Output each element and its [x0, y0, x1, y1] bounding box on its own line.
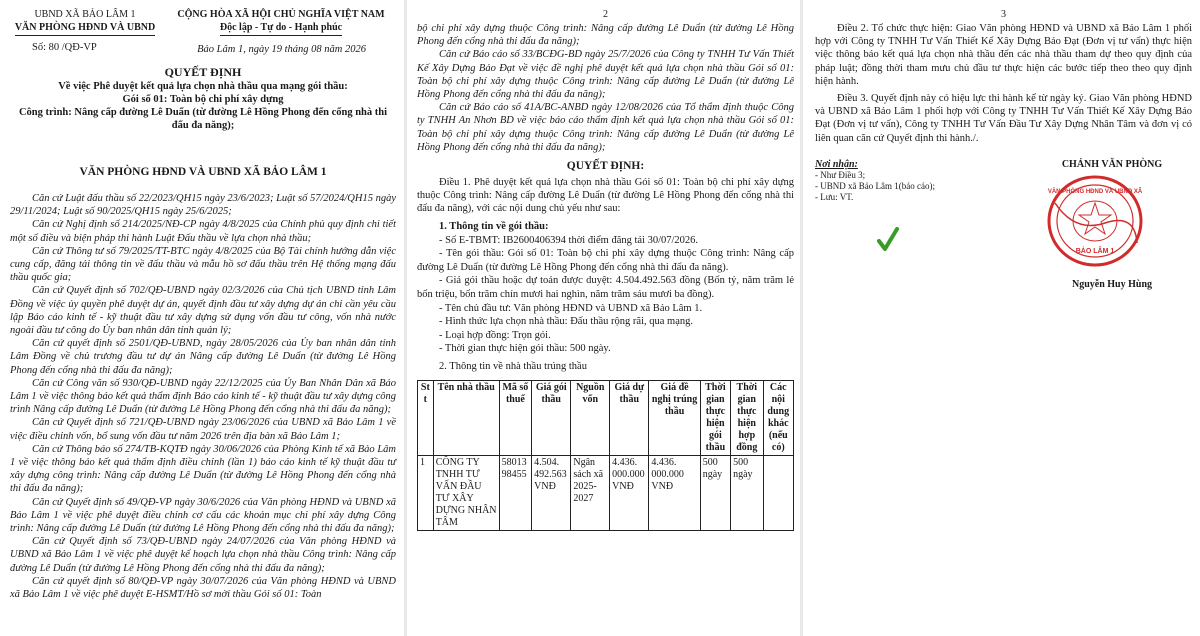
- package-info-item: - Hình thức lựa chọn nhà thầu: Đấu thầu rộng rãi, qua mạng.: [439, 316, 693, 328]
- decision-title: QUYẾT ĐỊNH: [164, 65, 242, 79]
- winner-table: [417, 380, 794, 531]
- document-number: Số: 80 /QĐ-VP: [32, 42, 97, 53]
- table-header-row: [418, 380, 794, 455]
- legal-basis-item: Căn cứ Luật đấu thầu số 22/2023/QH15 ngày 23/6/2023; Luật số 57/2024/QH15 ngày 29/11/2024; Luật số 90/2025/QH15 ngày 25/6/2025;: [10, 193, 396, 218]
- recipients-title: Nơi nhận:: [815, 158, 858, 170]
- issuing-office: VĂN PHÒNG HĐND VÀ UBND XÃ BẢO LÂM 1: [79, 166, 327, 178]
- legal-basis-item: Căn cứ Quyết định số 73/QĐ-UBND ngày 24/07/2026 của Văn phòng HĐND và UBND xã Bảo Lâm 1 về việc phê duyệt kế hoạch lựa chọn nhà thầu Công trình: Nâng cấp đường Lê Duẩn (từ đường Lê Hồng Phong đến cổng nhà thi đấu đa năng);: [10, 536, 396, 574]
- package-info-item: - Thời gian thực hiện gói thầu: 500 ngày.: [439, 343, 611, 355]
- decision-subject-1: Về việc Phê duyệt kết quả lựa chọn nhà thầu qua mạng gói thầu:: [58, 81, 348, 92]
- section-winner-info: 2. Thông tin về nhà thầu trúng thầu: [439, 360, 587, 372]
- legal-basis-list: [10, 192, 396, 601]
- col-header: Mã số thuế: [499, 380, 531, 455]
- legal-basis-item: Căn cứ Thông báo số 274/TB-KQTĐ ngày 30/06/2026 của Phòng Kinh tế xã Bảo Lâm 1 về việc thông báo kết quả thẩm định điều chỉnh (lần 1) báo cáo kinh tế kỹ thuật đầu tư xây dựng công trình: Nâng cấp đường Lê Duẩn (từ đường Lê Hồng Phong đến cổng nhà thi đấu đa năng);: [10, 443, 396, 495]
- col-header: Giá đề nghị trúng thầu: [649, 380, 700, 455]
- document-page-3: [803, 0, 1200, 636]
- legal-basis-item: Căn cứ Quyết định số 49/QĐ-VP ngày 30/6/2026 của Văn phòng HĐND và UBND xã Bảo Lâm 1 về việc phê duyệt điều chỉnh cơ cấu các khoản mục chi phí xây dựng Công trình: Nâng cấp đường Lê Duẩn (từ đường Lê Hồng Phong đến cổng nhà thi đấu đa năng);: [10, 496, 396, 535]
- col-header: Giá gói thầu: [532, 380, 571, 455]
- package-info-item: - Tên gói thầu: Gói số 01: Toàn bộ chi phí xây dựng thuộc Công trình: Nâng cấp đường Lê Duẩn (từ đường Lê Hồng Phong đến cổng nhà thi đấu đa năng).: [417, 248, 794, 273]
- document-header: [10, 8, 396, 36]
- document-page-1: [0, 0, 404, 636]
- legal-basis-item: Căn cứ Quyết định số 702/QĐ-UBND ngày 02/3/2026 của Chủ tịch UBND tỉnh Lâm Đồng về việc ủy quyền phê duyệt dự án, quyết định đầu tư xây dựng dự án chỉ cần yêu cầu lập Báo cáo kinh tế - kỹ thuật đầu tư xây dựng sử dụng vốn đầu tư công, vốn nhà nước ngoài đầu tư công do Ủy ban nhân dân tỉnh quản lý;: [10, 285, 396, 337]
- cell-award-price: 4.436. 000.000 VNĐ: [649, 455, 700, 530]
- legal-basis-item: Căn cứ Công văn số 930/QĐ-UBND ngày 22/12/2025 của Ủy Ban Nhân Dân xã Bảo Lâm 1 về việc thông báo kết quả thẩm định Báo cáo kinh tế - kỹ thuật đầu tư xây dựng công trình Nâng cấp đường Lê Duẩn (từ đường Lê Hồng Phong đến cổng nhà thi đấu đa năng);: [10, 377, 396, 416]
- col-header: Giá dự thầu: [610, 380, 649, 455]
- recipient-item: - Lưu: VT.: [815, 191, 854, 202]
- article-1: Điều 1. Phê duyệt kết quả lựa chọn nhà thầu Gói số 01: Toàn bộ chi phí xây dựng thuộc Công trình: Nâng cấp đường Lê Duẩn (từ đường Lê Hồng Phong đến cổng nhà thi đấu đa năng), với các nội dung chủ yếu như sau:: [417, 177, 794, 215]
- cell-package-price: 4.504. 492.563 VNĐ: [532, 455, 571, 530]
- signer-position: CHÁNH VĂN PHÒNG: [1061, 158, 1163, 170]
- decision-subject-2: Gói số 01: Toàn bộ chi phí xây dựng: [122, 94, 284, 105]
- package-info-item: - Số E-TBMT: IB2600406394 thời điểm đăng tải 30/07/2026.: [439, 234, 699, 246]
- legal-basis-item: Căn cứ quyết định số 80/QĐ-VP ngày 30/07/2026 của Văn phòng HĐND và UBND xã Bảo Lâm 1 về việc phê duyệt E-HSMT/Hồ sơ mời thầu Gói số 01: Toàn: [10, 575, 396, 601]
- package-info-item: - Giá gói thầu hoặc dự toán được duyệt: 4.504.492.563 đồng (Bốn tỷ, năm trăm lẻ bốn triệu, bốn trăm chín mươi hai nghìn, năm trăm sáu mươi ba đồng).: [417, 275, 794, 301]
- decision-heading: QUYẾT ĐỊNH:: [566, 160, 645, 173]
- cell-duration-package: 500 ngày: [700, 455, 730, 530]
- col-header: St t: [418, 380, 434, 455]
- signature-block: [815, 159, 1192, 319]
- package-info-item: - Loại hợp đồng: Trọn gói.: [439, 329, 551, 341]
- seal-text: VĂN PHÒNG HĐND VÀ UBND XÃ: [1047, 188, 1143, 195]
- cell-tax-id: 58013 98455: [499, 455, 531, 530]
- col-header: Các nội dung khác (nếu có): [763, 380, 793, 455]
- cell-bid-price: 4.436. 000.000 VNĐ: [610, 455, 649, 530]
- recipient-item: - UBND xã Bảo Lâm 1(báo cáo);: [815, 180, 935, 191]
- nation-motto: Độc lập - Tự do - Hạnh phúc: [220, 21, 342, 36]
- page-number: 2: [603, 9, 608, 20]
- nation-title: CỘNG HÒA XÃ HỘI CHỦ NGHĨA VIỆT NAM: [177, 9, 385, 20]
- article-3: Điều 3. Quyết định này có hiệu lực thi hành kể từ ngày ký. Giao Văn phòng HĐND và UBND xã Bảo Lâm 1 phối hợp với Công ty TNHH Tư Vấn Thiết Kế Xây Dựng Bảo Đạt (Đơn vị tư vấn), Công ty TNHH Tư Vấn Đầu Tư Xây Dựng Nhân Tâm và đơn vị có liên quan căn cứ Quyết định thi hành./.: [815, 93, 1192, 144]
- package-info-item: - Tên chủ đầu tư: Văn phòng HĐND và UBND xã Bảo Lâm 1.: [439, 302, 703, 314]
- decision-subject-3: Công trình: Nâng cấp đường Lê Duẩn (từ đường Lê Hồng Phong đến cổng nhà thi đấu đa năng);: [18, 107, 388, 131]
- signer-name: Nguyễn Huy Hùng: [1071, 278, 1153, 290]
- col-header: Tên nhà thầu: [433, 380, 499, 455]
- page-number: 3: [1001, 9, 1006, 20]
- cell-other: [763, 455, 793, 530]
- col-header: Thời gian thực hiện gói thầu: [700, 380, 730, 455]
- legal-basis-item: Căn cứ Thông tư số 79/2025/TT-BTC ngày 4/8/2025 của Bộ Tài chính hướng dẫn việc cung cấp, đăng tải thông tin về đấu thầu và mẫu hồ sơ đấu thầu trên Hệ thống mạng đấu thầu quốc gia;: [10, 245, 396, 284]
- cell-funding: Ngân sách xã 2025-2027: [571, 455, 610, 530]
- cell-duration-contract: 500 ngày: [731, 455, 763, 530]
- section-package-info: 1. Thông tin về gói thầu:: [439, 220, 549, 232]
- legal-basis-item: Căn cứ Báo cáo số 41A/BC-ANBD ngày 12/08/2026 của Tổ thẩm định thuộc Công ty TNHH An Nhơn BD về việc báo cáo thẩm định kết quả lựa chọn nhà thầu Gói số 01: Toàn bộ chi phí xây dựng thuộc Công trình: Nâng cấp đường Lê Duẩn (từ đường Lê Hồng Phong đến cổng nhà thi đấu đa năng);: [417, 102, 794, 153]
- cell-stt: 1: [418, 455, 434, 530]
- legal-basis-item: Căn cứ Báo cáo số 33/BCĐG-BD ngày 25/7/2026 của Công ty TNHH Tư Vấn Thiết Kế Xây Dựng Bảo Đạt về việc đề nghị phê duyệt kết quả lựa chọn nhà thầu Gói số 01: Toàn bộ chi phí xây dựng thuộc Công trình: Nâng cấp đường Lê Duẩn (từ đường Lê Hồng Phong đến cổng nhà thi đấu đa năng);: [417, 49, 794, 101]
- document-page-2: [407, 0, 800, 636]
- legal-basis-item: Căn cứ Quyết định số 721/QĐ-UBND ngày 23/06/2026 của UBND xã Bảo Lâm 1 về việc điều chỉnh vốn, bổ sung vốn đầu tư năm 2026 trên địa bàn xã Bảo Lâm 1;: [10, 417, 396, 442]
- legal-basis-item: bộ chi phí xây dựng thuộc Công trình: Nâng cấp đường Lê Duẩn (từ đường Lê Hồng Phong đến cổng nhà thi đấu đa năng);: [417, 23, 794, 48]
- col-header: Thời gian thực hiện hợp đồng: [731, 380, 763, 455]
- table-row: [418, 455, 794, 530]
- article-2: Điều 2. Tổ chức thực hiện: Giao Văn phòng HĐND và UBND xã Bảo Lâm 1 phối hợp với Công ty TNHH Tư Vấn Thiết Kế Xây Dựng Bảo Đạt (Đơn vị tư vấn) thực hiện việc thông báo kết quả lựa chọn nhà thầu đến các nhà thầu tham dự theo quy định của pháp luật; đồng thời tham mưu chủ đầu tư thực hiện các bước tiếp theo theo quy định hiện hành.: [815, 23, 1192, 87]
- legal-basis-item: Căn cứ quyết định số 2501/QĐ-UBND, ngày 28/05/2026 của Ủy ban nhân dân tỉnh Lâm Đồng về chủ trương đầu tư dự án Nâng cấp đường Lê Duẩn (từ đường Lê Hồng Phong đến cổng nhà thi đấu đa năng);: [10, 338, 396, 376]
- recipient-item: - Như Điều 3;: [815, 169, 866, 180]
- legal-basis-item: Căn cứ Nghị định số 214/2025/NĐ-CP ngày 4/8/2025 của Chính phủ quy định chi tiết một số điều và biện pháp thi hành Luật Đấu thầu về lựa chọn nhà thầu;: [10, 219, 396, 244]
- seal-text: BẢO LÂM 1: [1075, 247, 1115, 255]
- cell-contractor: CÔNG TY TNHH TƯ VẤN ĐẦU TƯ XÂY DỰNG NHÂN TÂM: [433, 455, 499, 530]
- recipients: [815, 159, 935, 203]
- agency-line1: UBND XÃ BẢO LÂM 1: [34, 9, 136, 20]
- official-seal-icon: [1045, 173, 1145, 269]
- check-mark-icon: [877, 227, 899, 253]
- col-header: Nguồn vốn: [571, 380, 610, 455]
- digital-signature-stamp: [877, 231, 1037, 271]
- document-date: Bảo Lâm 1, ngày 19 tháng 08 năm 2026: [197, 44, 366, 55]
- agency-line2: VĂN PHÒNG HĐND VÀ UBND: [15, 21, 155, 36]
